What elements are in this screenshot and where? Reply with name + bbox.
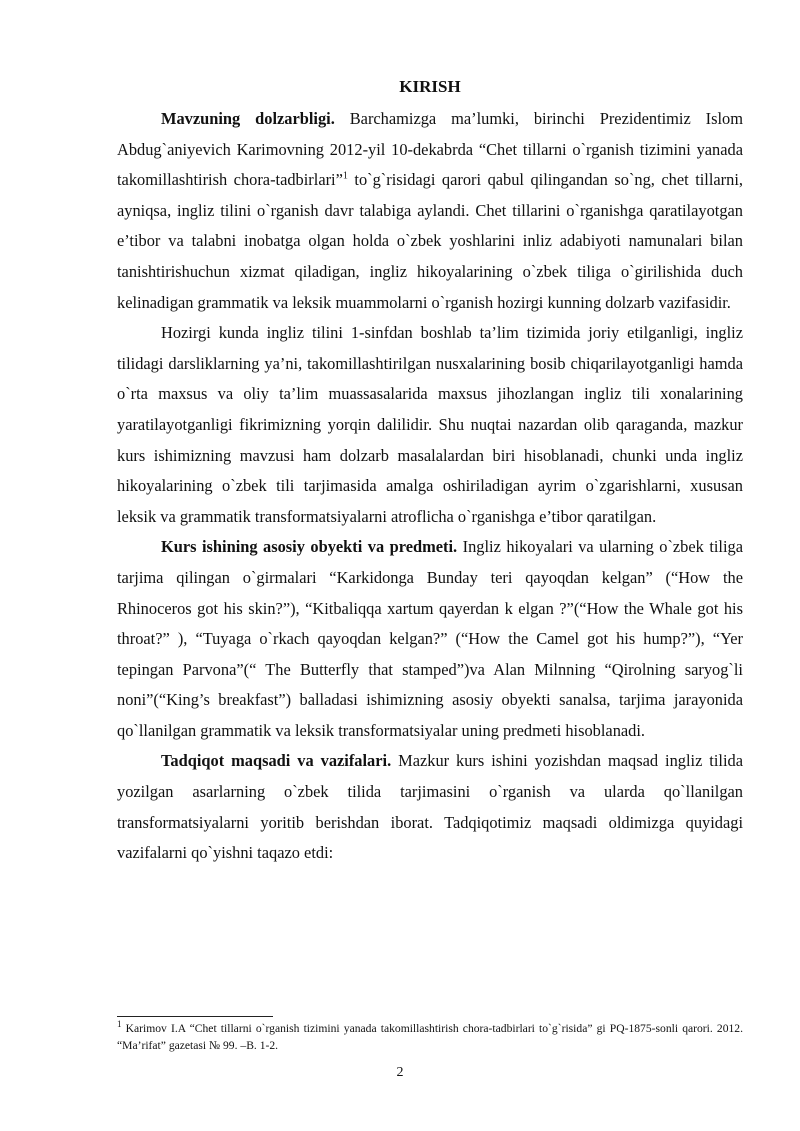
paragraph-context (117, 318, 743, 532)
section-title: KIRISH (399, 77, 461, 96)
paragraph-heading: Tadqiqot maqsadi va vazifalari. (161, 751, 392, 771)
paragraph-heading: Kurs ishining asosiy obyekti va predmeti. (161, 537, 458, 557)
page-body (117, 74, 743, 869)
page-number: 2 (396, 1065, 404, 1080)
paragraph-text: Barchamizga ma’lumki, birinchi Prezidentimiz Islom Abdug`aniyevich Karimovning 2012-yil 10-dekabrda “Chet tillarni o`rganish tizimini yanada takomillashtirish chora-tadbirlari” (117, 109, 743, 190)
footnote-marker: 1 (117, 1019, 122, 1030)
paragraph-relevance (117, 104, 743, 318)
paragraph-goals (117, 746, 743, 868)
paragraph-text: to`g`risidagi qarori qabul qilingandan so`ng, chet tillarni, ayniqsa, ingliz tilini o`rganish davr talabiga aylandi. Chet tillarini o`rganishga qaratilayotgan e’tibor va talabni inobatga olgan holda o`zbek yoshlarini inliz adabiyoti namunalari bilan tanishtirishuchun xizmat qiladigan, ingliz hikoyalarining o`zbek tiliga o`girilishida duch kelinadigan grammatik va leksik muammolarni o`rganish hozirgi kunning dolzarb vazifasidir. (117, 170, 743, 312)
paragraph-text: Ingliz hikoyalari va ularning o`zbek tiliga tarjima qilingan o`girmalari “Karkidonga Bunday teri qayoqdan kelgan” (“How the Rhinoceros got his skin?”), “Kitbaliqqa xartum qayerdan k elgan ?”(“How the Whale got his throat?” ), “Tuyaga o`rkach qayoqdan kelgan?” (“How the Camel got his hump?”), “Yer tepingan Parvona”(“ The Butterfly that stamped”)va Alan Milnning “Qirolning saryog`li noni”(“King’s breakfast”) balladasi ishimizning asosiy obyekti sanalsa, tarjima jarayonida qo`llanilgan grammatik va leksik transformatsiyalar uning predmeti hisoblanadi. (117, 537, 744, 740)
footnote-reference[interactable]: 1 (342, 170, 348, 182)
paragraph-text: Hozirgi kunda ingliz tilini 1-sinfdan boshlab ta’lim tizimida joriy etilganligi, ingliz tilidagi darsliklarning ya’ni, takomillashtirilgan nusxalarining bosib chiqarilayotganligi hamda o`rta maxsus va oliy ta’lim muassasalarida maxsus jihozlangan ingliz tili xonalarining yaratilayotganligi fikrimizning yorqin dalilidir. Shu nuqtai nazardan olib qaraganda, mazkur kurs ishimizning mavzusi ham dolzarb masalalardan biri hisoblanadi, chunki unda ingliz hikoyalarining o`zbek tili tarjimasida amalga oshiriladigan ayrim o`zgarishlarni, xususan leksik va grammatik transformatsiyalarni atroflicha o`rganishga e’tibor qaratilgan. (117, 323, 743, 526)
footnote-divider (117, 1016, 273, 1017)
paragraph-heading: Mavzuning dolzarbligi. (161, 109, 335, 128)
paragraph-text: Mazkur kurs ishini yozishdan maqsad ingliz tilida yozilgan asarlarning o`zbek tilida tarjimasini o`rganish va ularda qo`llanilgan transformatsiyalarni yoritib berishdan iborat. Tadqiqotimiz maqsadi oldimizga quyidagi vazifalarni qo`yishni taqazo etdi: (117, 751, 743, 863)
footnote (117, 1020, 743, 1054)
footnote-text: Karimov I.A “Chet tillarni o`rganish tizimini yanada takomillashtirish chora-tadbirlari to`g`risida” gi PQ-1875-sonli qarori. 2012. “Ma’rifat” gazetasi № 99. –B. 1-2. (117, 1022, 743, 1052)
paragraph-object-subject (117, 532, 743, 746)
